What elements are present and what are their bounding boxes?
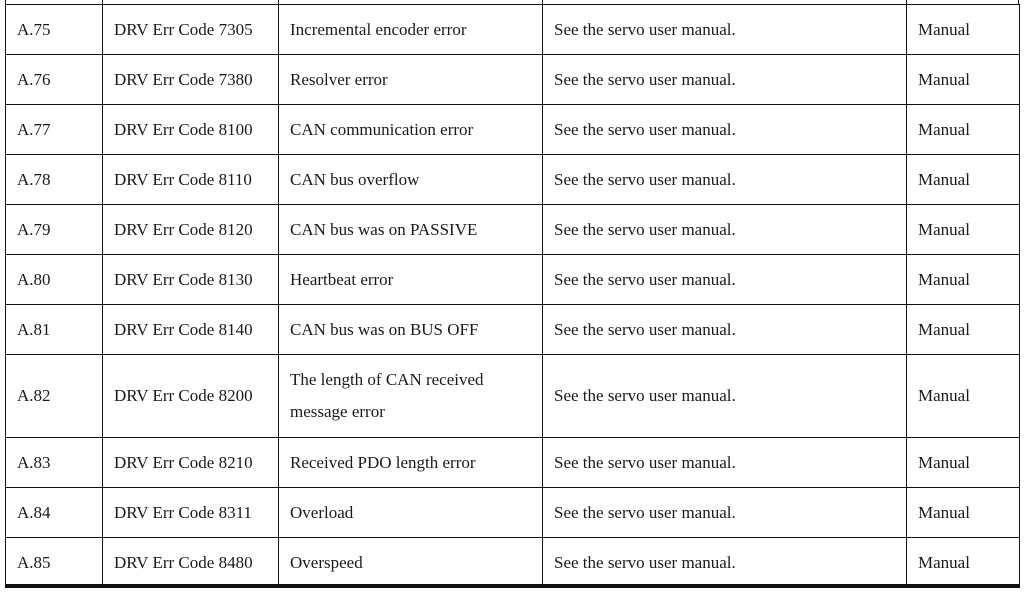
description-cell: The length of CAN received message error xyxy=(279,355,543,438)
description-cell: Overspeed xyxy=(279,538,543,588)
drv-error-cell: DRV Err Code 8200 xyxy=(103,355,279,438)
alarm-code-cell: A.79 xyxy=(6,205,103,255)
reset-cell: Manual xyxy=(907,55,1020,105)
reset-cell: Manual xyxy=(907,255,1020,305)
alarm-code-cell: A.77 xyxy=(6,105,103,155)
description-cell: Heartbeat error xyxy=(279,255,543,305)
description-cell: Incremental encoder error xyxy=(279,5,543,55)
drv-error-cell: DRV Err Code 7380 xyxy=(103,55,279,105)
remedy-cell: See the servo user manual. xyxy=(543,305,907,355)
drv-error-cell: DRV Err Code 8120 xyxy=(103,205,279,255)
table-row xyxy=(6,438,1020,488)
remedy-cell: See the servo user manual. xyxy=(543,255,907,305)
alarm-code-cell: A.85 xyxy=(6,538,103,588)
alarm-code-cell: A.76 xyxy=(6,55,103,105)
table-row xyxy=(6,55,1020,105)
alarm-code-cell: A.84 xyxy=(6,488,103,538)
remedy-cell: See the servo user manual. xyxy=(543,205,907,255)
description-cell: Resolver error xyxy=(279,55,543,105)
drv-error-cell: DRV Err Code 8100 xyxy=(103,105,279,155)
alarm-code-cell: A.83 xyxy=(6,438,103,488)
reset-cell: Manual xyxy=(907,538,1020,588)
drv-error-cell: DRV Err Code 8130 xyxy=(103,255,279,305)
description-cell: CAN bus overflow xyxy=(279,155,543,205)
reset-cell: Manual xyxy=(907,105,1020,155)
reset-cell: Manual xyxy=(907,488,1020,538)
table-row xyxy=(6,155,1020,205)
alarm-code-cell: A.82 xyxy=(6,355,103,438)
drv-error-cell: DRV Err Code 8480 xyxy=(103,538,279,588)
description-cell: CAN bus was on PASSIVE xyxy=(279,205,543,255)
table-body xyxy=(6,5,1020,588)
remedy-cell: See the servo user manual. xyxy=(543,55,907,105)
reset-cell: Manual xyxy=(907,438,1020,488)
table-bottom-rule xyxy=(5,584,1019,587)
alarm-code-table xyxy=(5,4,1020,588)
drv-error-cell: DRV Err Code 8311 xyxy=(103,488,279,538)
table-row xyxy=(6,305,1020,355)
table-row xyxy=(6,255,1020,305)
remedy-cell: See the servo user manual. xyxy=(543,5,907,55)
drv-error-cell: DRV Err Code 8210 xyxy=(103,438,279,488)
description-cell: Overload xyxy=(279,488,543,538)
alarm-code-cell: A.80 xyxy=(6,255,103,305)
remedy-cell: See the servo user manual. xyxy=(543,488,907,538)
description-cell: CAN communication error xyxy=(279,105,543,155)
description-cell: CAN bus was on BUS OFF xyxy=(279,305,543,355)
remedy-cell: See the servo user manual. xyxy=(543,355,907,438)
table-row xyxy=(6,488,1020,538)
reset-cell: Manual xyxy=(907,355,1020,438)
drv-error-cell: DRV Err Code 7305 xyxy=(103,5,279,55)
table-row xyxy=(6,5,1020,55)
reset-cell: Manual xyxy=(907,305,1020,355)
remedy-cell: See the servo user manual. xyxy=(543,105,907,155)
remedy-cell: See the servo user manual. xyxy=(543,155,907,205)
drv-error-cell: DRV Err Code 8110 xyxy=(103,155,279,205)
alarm-code-cell: A.75 xyxy=(6,5,103,55)
drv-error-cell: DRV Err Code 8140 xyxy=(103,305,279,355)
table-row xyxy=(6,538,1020,588)
reset-cell: Manual xyxy=(907,155,1020,205)
reset-cell: Manual xyxy=(907,205,1020,255)
reset-cell: Manual xyxy=(907,5,1020,55)
table-row xyxy=(6,355,1020,438)
description-cell: Received PDO length error xyxy=(279,438,543,488)
remedy-cell: See the servo user manual. xyxy=(543,538,907,588)
remedy-cell: See the servo user manual. xyxy=(543,438,907,488)
alarm-code-cell: A.81 xyxy=(6,305,103,355)
table-row xyxy=(6,205,1020,255)
table-row xyxy=(6,105,1020,155)
alarm-code-cell: A.78 xyxy=(6,155,103,205)
